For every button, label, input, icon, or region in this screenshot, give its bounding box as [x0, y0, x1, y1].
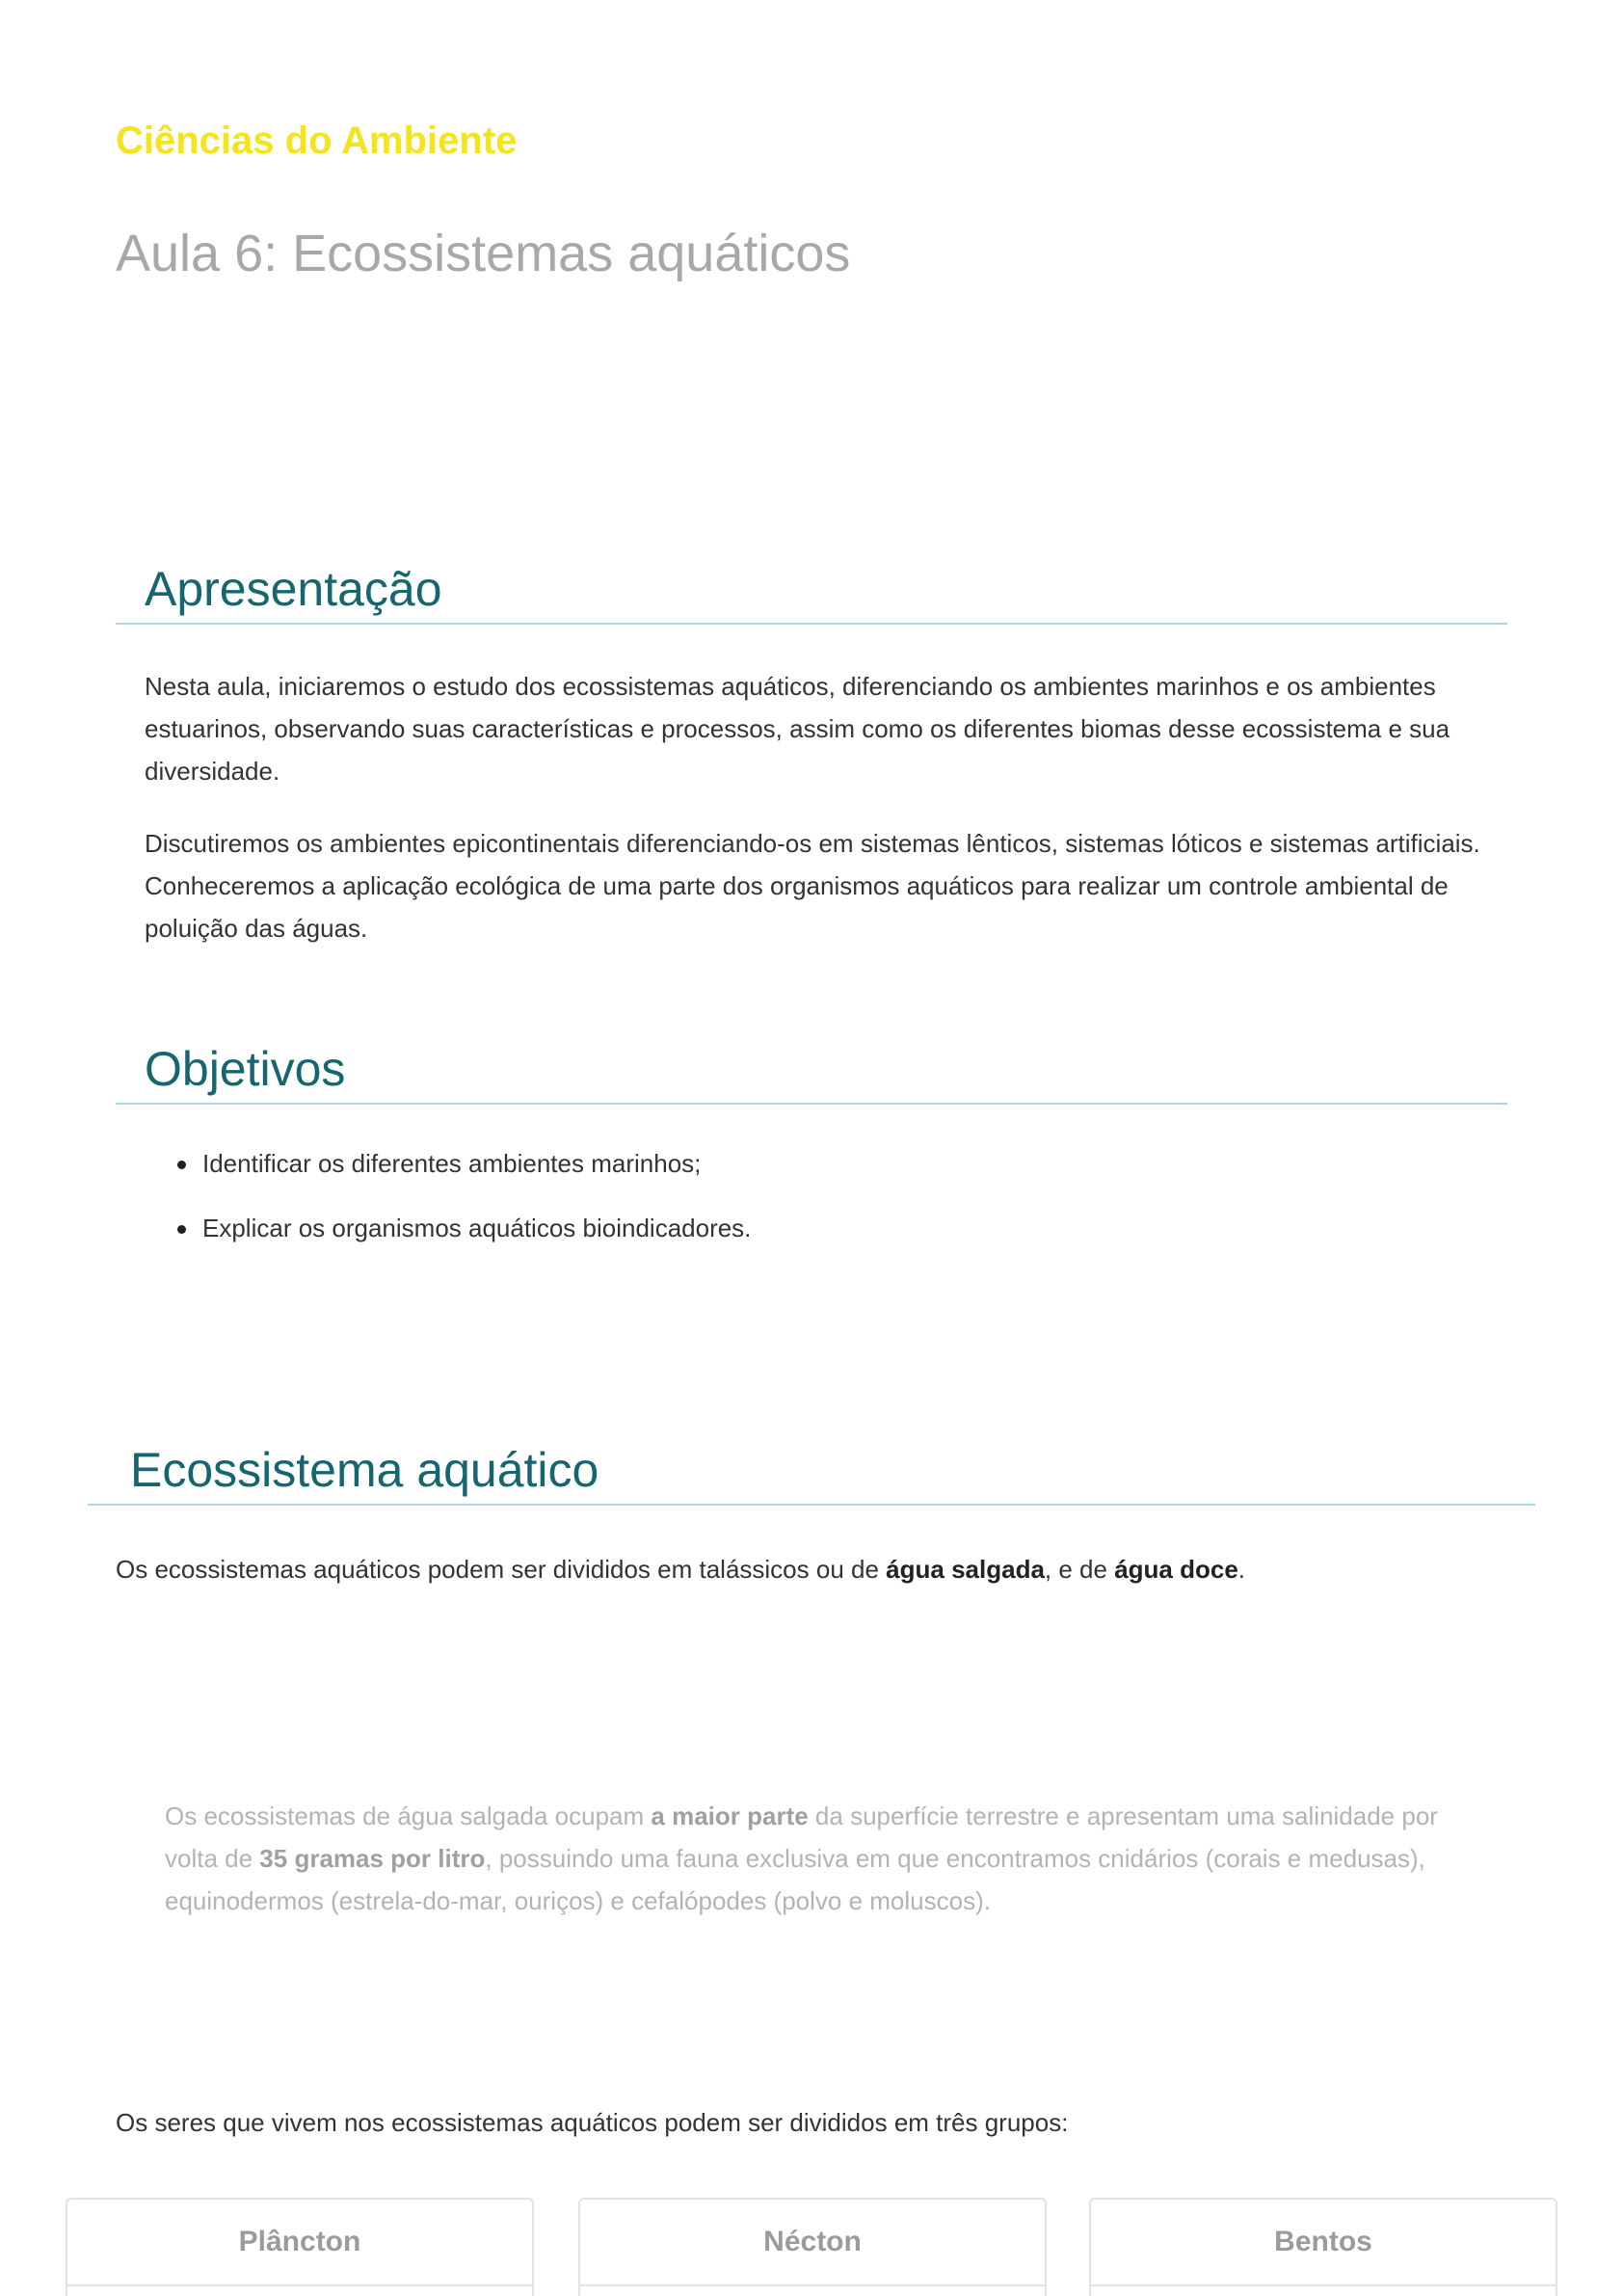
group-card-title: Bentos [1091, 2200, 1556, 2286]
group-card-bentos[interactable] [1089, 2198, 1557, 2296]
saltwater-text: Os ecossistemas de água salgada ocupam [165, 1802, 652, 1830]
bold-maior-parte: a maior parte [651, 1802, 809, 1830]
section-objetivos [116, 1035, 1507, 1105]
group-card-title: Plâncton [67, 2200, 532, 2286]
intro-paragraph-1: Nesta aula, iniciaremos o estudo dos ecossistemas aquáticos, diferenciando os ambientes marinhos e os ambientes estuarinos, observando suas características e processos, assim como os diferentes biomas desse ecossistema e sua diversidade. [145, 672, 1450, 786]
division-text: , e de [1044, 1555, 1115, 1584]
objective-text: Explicar os organismos aquáticos bioindicadores. [202, 1214, 752, 1242]
groups-intro: Os seres que vivem nos ecossistemas aquáticos podem ser divididos em três grupos: [116, 2108, 1069, 2137]
section-heading-apresentacao: Apresentação [145, 562, 442, 616]
section-heading-ecossistema: Ecossistema aquático [130, 1443, 599, 1497]
group-card-necton[interactable] [578, 2198, 1047, 2296]
division-text: . [1237, 1555, 1246, 1584]
group-card-plancton[interactable] [66, 2198, 534, 2296]
bullet-icon [177, 1161, 186, 1169]
bullet-icon [177, 1225, 186, 1234]
objectives-list [173, 1147, 751, 1276]
section-apresentacao [116, 555, 1507, 625]
bold-agua-salgada: água salgada [886, 1555, 1045, 1584]
intro-paragraph-2: Discutiremos os ambientes epicontinentais diferenciando-os em sistemas lênticos, sistemas lóticos e sistemas artificiais. Conheceremos a aplicação ecológica de uma parte dos organismos aquáticos para realizar um controle ambiental de poluição das águas. [145, 829, 1480, 943]
objective-text: Identificar os diferentes ambientes marinhos; [202, 1149, 702, 1178]
section-ecossistema [88, 1436, 1535, 1506]
lesson-title: Aula 6: Ecossistemas aquáticos [116, 225, 851, 282]
saltwater-paragraph [165, 1795, 1476, 1922]
course-name: Ciências do Ambiente [116, 120, 518, 162]
bold-agua-doce: água doce [1114, 1555, 1238, 1584]
objective-item [173, 1147, 751, 1180]
saltwater-text: , possuindo uma fauna exclusiva em que encontramos cnidários (corais e medusas), equinodermos (estrela-do-mar, ouriços) e cefalópodes (polvo e moluscos). [165, 1844, 1425, 1915]
group-card-title: Nécton [580, 2200, 1045, 2286]
division-paragraph [116, 1550, 1503, 1589]
division-text: Os ecossistemas aquáticos podem ser divididos em talássicos ou de [116, 1555, 887, 1584]
objective-item [173, 1212, 751, 1244]
saltwater-text: da superfície terrestre e apresentam uma salinidade por volta de [165, 1802, 1438, 1873]
section-heading-objetivos: Objetivos [145, 1042, 346, 1096]
bold-salinity: 35 gramas por litro [259, 1844, 486, 1873]
